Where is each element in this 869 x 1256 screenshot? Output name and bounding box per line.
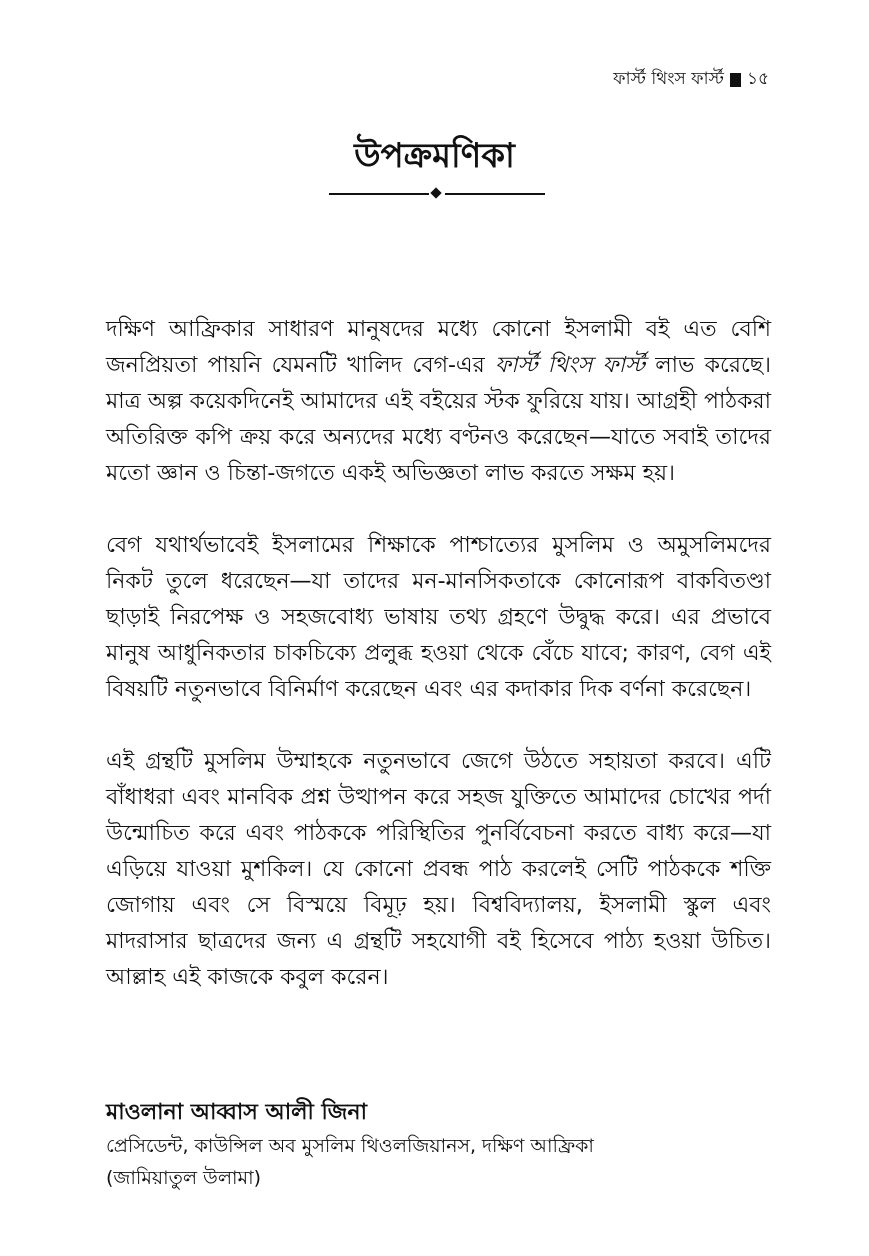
square-bullet-icon [730,73,741,87]
paragraph-3 [106,744,771,996]
paragraph-1-text-end: লাভ করেছে। মাত্র অল্প কয়েকদিনেই আমাদের এই বইয়ের স্টক ফুরিয়ে যায়। আগ্রহী পাঠকরা অতিরিক্ত কপি ক্রয় করে অন্যদের মধ্যে বণ্টনও করেছেন—যাতে সবাই তাদের মতো জ্ঞান ও চিন্তা-জগতে একই অভিজ্ঞতা লাভ করতে সক্ষম হয়। [106,353,771,486]
body-text [106,312,771,1032]
signatory-name: মাওলানা আব্বাস আলী জিনা [106,1100,367,1125]
signatory-organization: (জামিয়াতুল উলামা) [106,1167,262,1189]
divider-line-left [329,193,429,195]
title-divider-ornament [329,186,545,202]
paragraph-2-text: বেগ যথার্থভাবেই ইসলামের শিক্ষাকে পাশ্চাত্যের মুসলিম ও অমুসলিমদের নিকট তুলে ধরেছেন—যা তাদের মন-মানসিকতাকে কোনোরূপ বাকবিতণ্ডা ছাড়াই নিরপেক্ষ ও সহজবোধ্য ভাষায় তথ্য গ্রহণে উদ্বুদ্ধ করে। এর প্রভাবে মানুষ আধুনিকতার চাকচিক্যে প্রলুব্ধ হওয়া থেকে বেঁচে যাবে; কারণ, বেগ এই বিষয়টি নতুনভাবে বিনির্মাণ করেছেন এবং এর কদাকার দিক বর্ণনা করেছেন। [106,533,771,702]
diamond-icon [430,187,441,198]
paragraph-3-text: এই গ্রন্থটি মুসলিম উম্মাহকে নতুনভাবে জেগে উঠতে সহায়তা করবে। এটি বাঁধাধরা এবং মানবিক প্রশ্ন উত্থাপন করে সহজ যুক্তিতে আমাদের চোখের পর্দা উন্মোচিত করে এবং পাঠককে পরিস্থিতির পুনর্বিবেচনা করতে বাধ্য করে—যা এড়িয়ে যাওয়া মুশকিল। যে কোনো প্রবন্ধ পাঠ করলেই সেটি পাঠককে শক্তি জোগায় এবং সে বিস্ময়ে বিমূঢ় হয়। বিশ্ববিদ্যালয়, ইসলামী স্কুল এবং মাদরাসার ছাত্রদের জন্য এ গ্রন্থটি সহযোগী বই হিসেবে পাঠ্য হওয়া উচিত। আল্লাহ এই কাজকে কবুল করেন। [106,749,771,990]
signature-block [106,1096,771,1194]
running-header [613,66,769,94]
running-header-title: ফার্স্ট থিংস ফার্স্ট [613,69,724,89]
signatory-position: প্রেসিডেন্ট, কাউন্সিল অব মুসলিম থিওলজিয়ানস, দক্ষিণ আফ্রিকা [106,1135,594,1157]
divider-line-right [445,193,545,195]
chapter-title: উপক্রমণিকা [354,136,515,176]
paragraph-1 [106,312,771,492]
paragraph-1-text-start: দক্ষিণ আফ্রিকার সাধারণ মানুষদের মধ্যে কোনো ইসলামী বই এত বেশি জনপ্রিয়তা পায়নি যেমনটি খালিদ বেগ-এর [106,317,771,378]
book-title-italic: ফার্স্ট থিংস ফার্স্ট [495,353,645,378]
paragraph-2 [106,528,771,708]
page-number: ১৫ [746,69,769,89]
